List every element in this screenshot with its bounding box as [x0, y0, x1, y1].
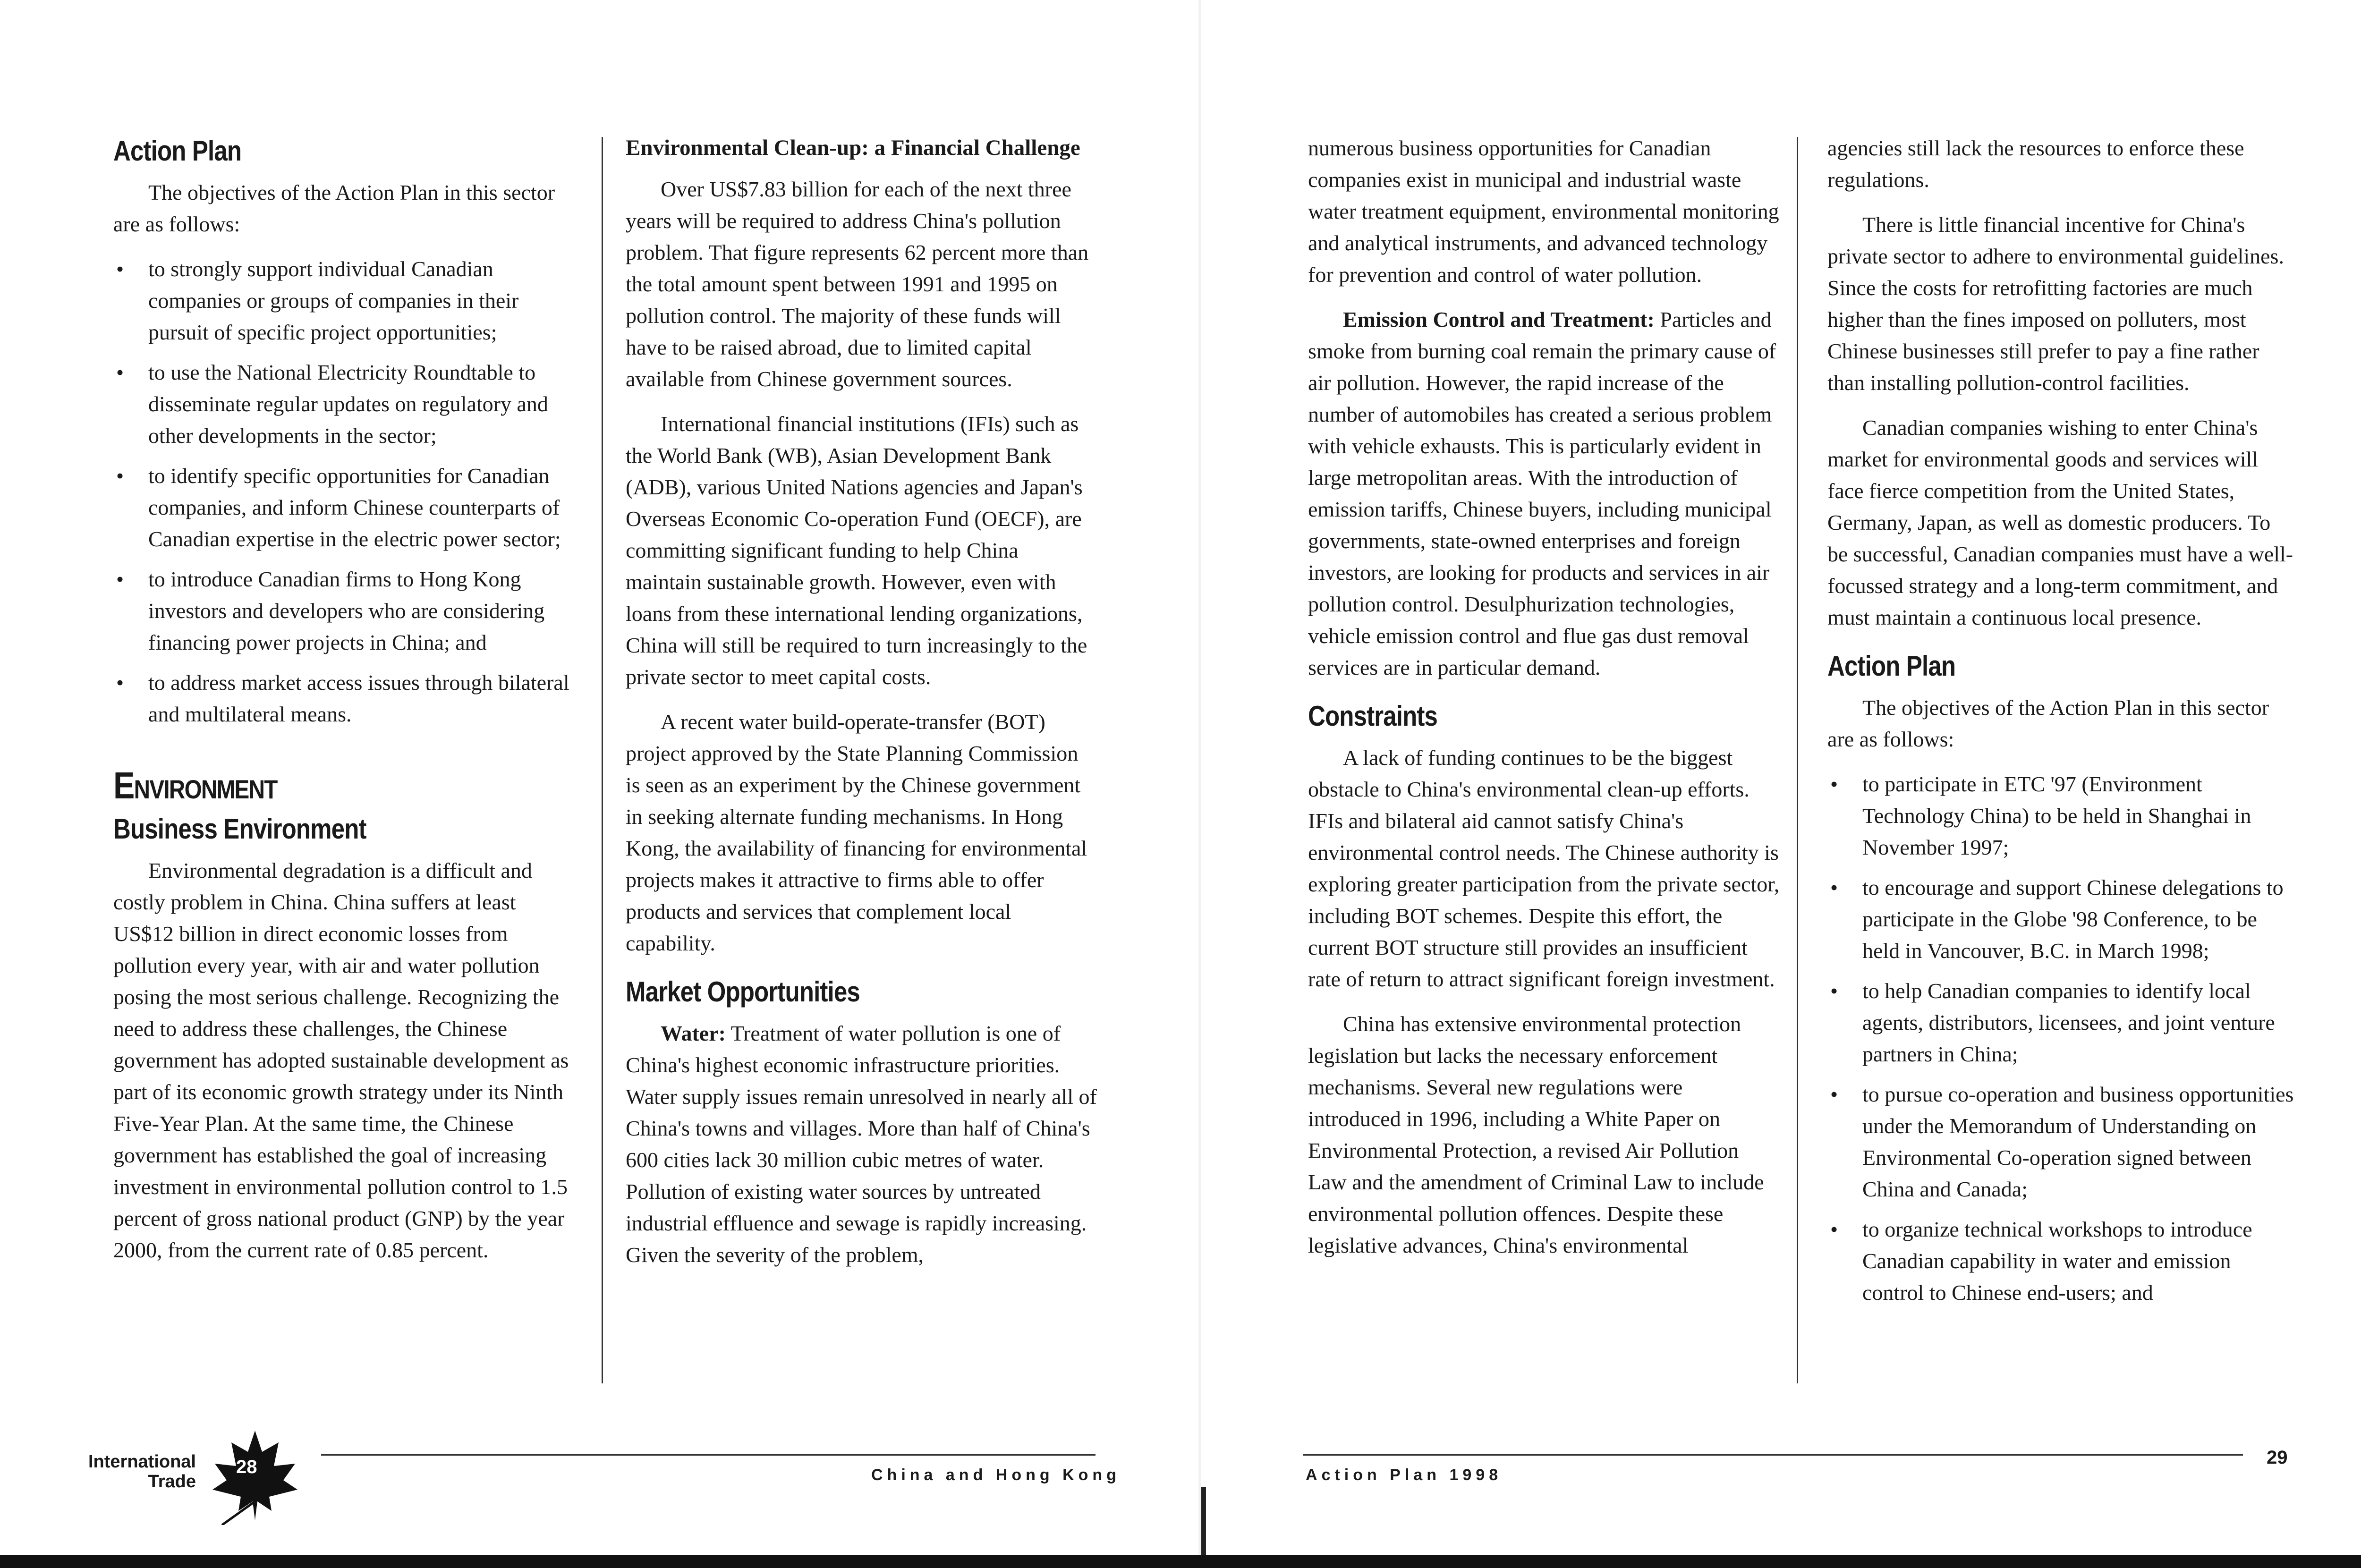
list-item: • to use the National Electricity Roundtable to disseminate regular updates on regulatory and other developments in the sector; — [113, 356, 576, 451]
list-item: • to introduce Canadian firms to Hong Kong investors and developers who are considering financing power projects in China; and — [113, 563, 576, 658]
action-plan-heading: Action Plan — [113, 135, 242, 167]
footer-rule-right — [1303, 1454, 2243, 1456]
opportunities-paragraph: numerous business opportunities for Canadian companies exist in municipal and industrial waste water treatment equipment, environmental monitoring and analytical instruments, and advanced technology for prevention and control of water pollution. — [1308, 136, 1779, 287]
footer-rule-left — [321, 1454, 1096, 1456]
market-opportunities-heading: Market Opportunities — [626, 976, 860, 1008]
logo-line-1: International — [88, 1452, 196, 1472]
right-page-column-3 — [1308, 132, 1780, 1274]
column-divider — [1797, 137, 1798, 1383]
book-gutter — [1198, 0, 1201, 1568]
ifi-paragraph: International financial institutions (IFIs) such as the World Bank (WB), Asian Development Bank (ADB), various United Nations agencies and Japan's Overseas Economic Co-operation Fund (OECF), are committing significant funding to help China maintain sustainable growth. However, even with loans from these international lending organizations, China will still be required to turn increasingly to the private sector to meet capital costs. — [626, 412, 1087, 689]
action-plan-intro-right: The objectives of the Action Plan in this sector are as follows: — [1827, 695, 2269, 751]
action-plan-list-right — [1827, 768, 2295, 1308]
water-label: Water: — [661, 1021, 726, 1045]
emission-label: Emission Control and Treatment: — [1343, 307, 1655, 331]
list-item: • to strongly support individual Canadian companies or groups of companies in their pursuit of specific project opportunities; — [113, 253, 576, 348]
left-page-column-2 — [626, 132, 1098, 1284]
cleanup-paragraph: Over US$7.83 billion for each of the next three years will be required to address China's pollution problem. That figure represents 62 percent more than the total amount spent between 1991 and 1995 on pollution control. The majority of these funds will have to be raised abroad, due to limited capital available from Chinese government sources. — [626, 177, 1089, 391]
right-page-column-4 — [1827, 132, 2295, 1318]
bot-paragraph: A recent water build-operate-transfer (BOT) project approved by the State Planning Commission is seen as an experiment by the Chinese government in seeking alternate funding mechanisms. In Hong Kong, the availability of financing for environmental projects makes it attractive to firms able to offer products and services that complement local capability. — [626, 710, 1087, 955]
water-text: Treatment of water pollution is one of China's highest economic infrastructure priorities. Water supply issues remain unresolved in nearly all of China's towns and villages. More than half of China's 600 cities lack 30 million cubic metres of water. Pollution of existing water sources by untreated industrial effluence and sewage is rapidly increasing. Given the severity of the problem, — [626, 1021, 1097, 1267]
cleanup-heading: Environmental Clean-up: a Financial Challenge — [626, 136, 1080, 160]
list-item: • to address market access issues through bilateral and multilateral means. — [113, 667, 576, 730]
incentive-paragraph: There is little financial incentive for China's private sector to adhere to environmental guidelines. Since the costs for retrofitting factories are much higher than the fines imposed on polluters, most Chinese businesses still prefer to pay a fine rather than installing pollution-control facilities. — [1827, 212, 2284, 395]
action-plan-heading-right: Action Plan — [1827, 650, 1956, 682]
water-paragraph — [626, 1017, 1098, 1271]
running-title-right: Action Plan 1998 — [1306, 1466, 1503, 1484]
page-number-left: 28 — [236, 1457, 257, 1477]
page-bottom-edge — [0, 1555, 2361, 1568]
constraints-paragraph-2: China has extensive environmental protection legislation but lacks the necessary enforcement mechanisms. Several new regulations were introduced in 1996, including a White Paper on Environmental Protection, a revised Air Pollution Law and the amendment of Criminal Law to include environmental pollution offences. Despite these legislative advances, China's environmental — [1308, 1012, 1764, 1257]
page-number-right: 29 — [2267, 1447, 2288, 1468]
section-heading-environment: Environment — [113, 764, 277, 806]
list-item: • to pursue co-operation and business opportunities under the Memorandum of Understanding on Environmental Co-operation signed between China and Canada; — [1827, 1078, 2295, 1205]
constraints-heading: Constraints — [1308, 700, 1438, 732]
action-plan-intro: The objectives of the Action Plan in this sector are as follows: — [113, 180, 555, 236]
enforcement-paragraph: agencies still lack the resources to enforce these regulations. — [1827, 136, 2244, 192]
list-item: • to identify specific opportunities for Canadian companies, and inform Chinese counterparts of Canadian expertise in the electric power sector; — [113, 460, 576, 555]
list-item: • to help Canadian companies to identify local agents, distributors, licensees, and joint venture partners in China; — [1827, 975, 2295, 1070]
business-environment-text: Environmental degradation is a difficult and costly problem in China. China suffers at least US$12 billion in direct economic losses from pollution every year, with air and water pollution posing the most serious challenge. Recognizing the need to address these challenges, the Chinese government has adopted sustainable development as part of its economic growth strategy under its Ninth Five-Year Plan. At the same time, the Chinese government has established the goal of increasing investment in environmental pollution control to 1.5 percent of gross national product (GNP) by the year 2000, from the current rate of 0.85 percent. — [113, 858, 569, 1262]
column-divider — [602, 137, 603, 1383]
list-item: • to organize technical workshops to introduce Canadian capability in water and emission control to Chinese end-users; and — [1827, 1213, 2295, 1308]
business-environment-heading: Business Environment — [113, 813, 366, 845]
emission-text: Particles and smoke from burning coal remain the primary cause of air pollution. However, the rapid increase of the number of automobiles has created a serious problem with vehicle exhausts. This is particularly evident in large metropolitan areas. With the introduction of emission tariffs, Chinese buyers, including municipal governments, state-owned enterprises and foreign investors, are looking for products and services in air pollution control. Desulphurization technologies, vehicle emission control and flue gas dust removal services are in particular demand. — [1308, 307, 1776, 679]
list-item: • to encourage and support Chinese delegations to participate in the Globe '98 Conference, to be held in Vancouver, B.C. in March 1998; — [1827, 872, 2295, 966]
page-top-edge — [0, 0, 2361, 6]
running-title-left: China and Hong Kong — [871, 1466, 1121, 1484]
emission-paragraph — [1308, 304, 1780, 683]
left-page-column-1 — [113, 132, 576, 1279]
list-item: • to participate in ETC '97 (Environment Technology China) to be held in Shanghai in November 1997; — [1827, 768, 2295, 863]
constraints-paragraph-1: A lack of funding continues to be the biggest obstacle to China's environmental clean-up efforts. IFIs and bilateral aid cannot satisfy China's environmental control needs. The Chinese authority is exploring greater participation from the private sector, including BOT schemes. Despite this effort, the current BOT structure still provides an insufficient rate of return to attract significant foreign investment. — [1308, 746, 1780, 991]
logo-line-2: Trade — [148, 1472, 196, 1492]
action-plan-list — [113, 253, 576, 730]
competition-paragraph: Canadian companies wishing to enter China's market for environmental goods and services will face fierce competition from the United States, Germany, Japan, as well as domestic producers. To be successful, Canadian companies must have a well-focussed strategy and a long-term commitment, and must maintain a continuous local presence. — [1827, 415, 2293, 629]
international-trade-logo-text — [85, 1452, 196, 1492]
